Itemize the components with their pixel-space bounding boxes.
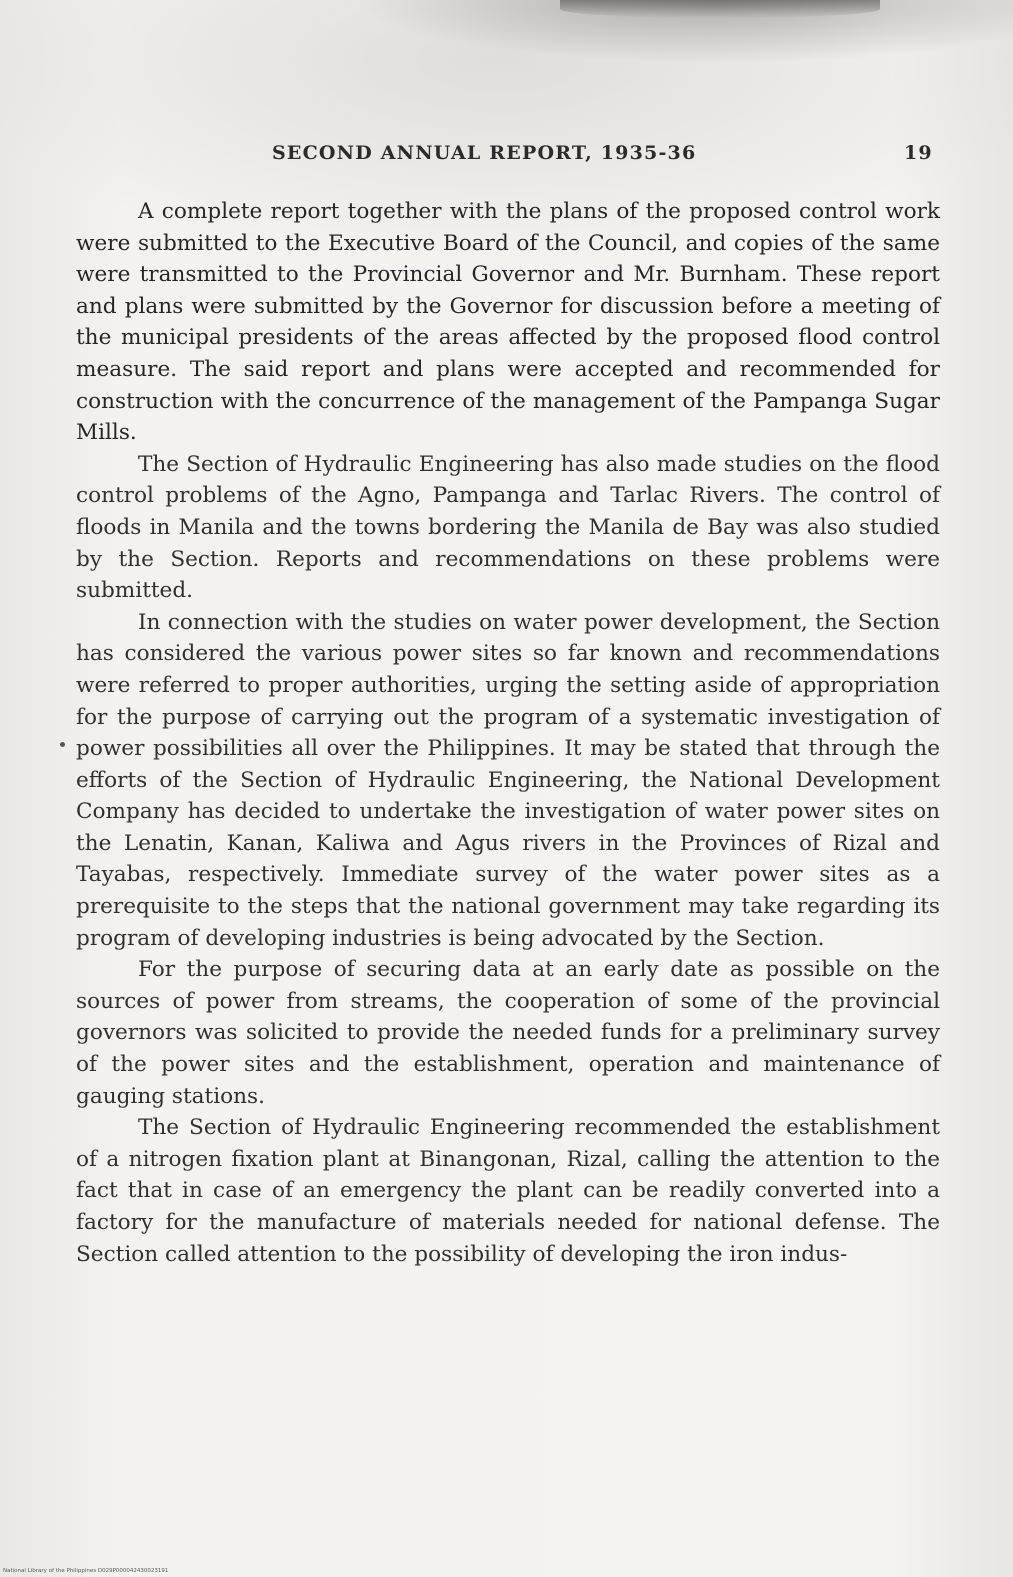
running-title: SECOND ANNUAL REPORT, 1935-36 (272, 142, 697, 164)
paragraph-3: In connection with the studies on water power development, the Section has considered the various power sites so far known and recommendations were referred to proper authorities, urging the setting aside of appropriation for the purpose of carrying out the program of a systematic investigation of power possibilities all over the Philippines. It may be stated that through the efforts of the Section of Hydraulic Engineering, the National Development Company has decided to undertake the investigation of water power sites on the Lenatin, Kanan, Kaliwa and Agus rivers in the Provinces of Rizal and Tayabas, respectively. Immediate survey of the water power sites as a prerequisite to the steps that the national government may take regarding its program of developing industries is being advocated by the Section. (76, 609, 940, 951)
page-number: 19 (904, 142, 933, 164)
body-text (76, 196, 940, 1270)
paragraph-1: A complete report together with the plans of the proposed control work were submitted to the Executive Board of the Council, and copies of the same were transmitted to the Provincial Governor and Mr. Burnham. These report and plans were submitted by the Governor for discussion before a meeting of the municipal presidents of the areas affected by the proposed flood control measure. The said report and plans were accepted and recommended for construction with the concurrence of the management of the Pampanga Sugar Mills. (76, 199, 940, 446)
paragraph-5: The Section of Hydraulic Engineering recommended the establishment of a nitrogen fixation plant at Binangonan, Rizal, calling the attention to the fact that in case of an emergency the plant can be readily converted into a factory for the manufacture of materials needed for national defense. The Section called attention to the possibility of developing the iron indus- (76, 1115, 940, 1267)
paragraph-2: The Section of Hydraulic Engineering has also made studies on the flood control problems of the Agno, Pampanga and Tarlac Rivers. The control of floods in Manila and the towns bordering the Manila de Bay was also studied by the Section. Reports and recommendations on these problems were submitted. (76, 451, 940, 604)
paragraph-4: For the purpose of securing data at an early date as possible on the sources of power from streams, the cooperation of some of the provincial governors was solicited to provide the needed funds for a preliminary survey of the power sites and the establishment, operation and maintenance of gauging stations. (76, 957, 940, 1109)
ink-speck (60, 742, 65, 747)
library-stamp: National Library of the Philippines D029P000042430023191 (3, 1568, 169, 1574)
scan-shadow (560, 0, 880, 18)
